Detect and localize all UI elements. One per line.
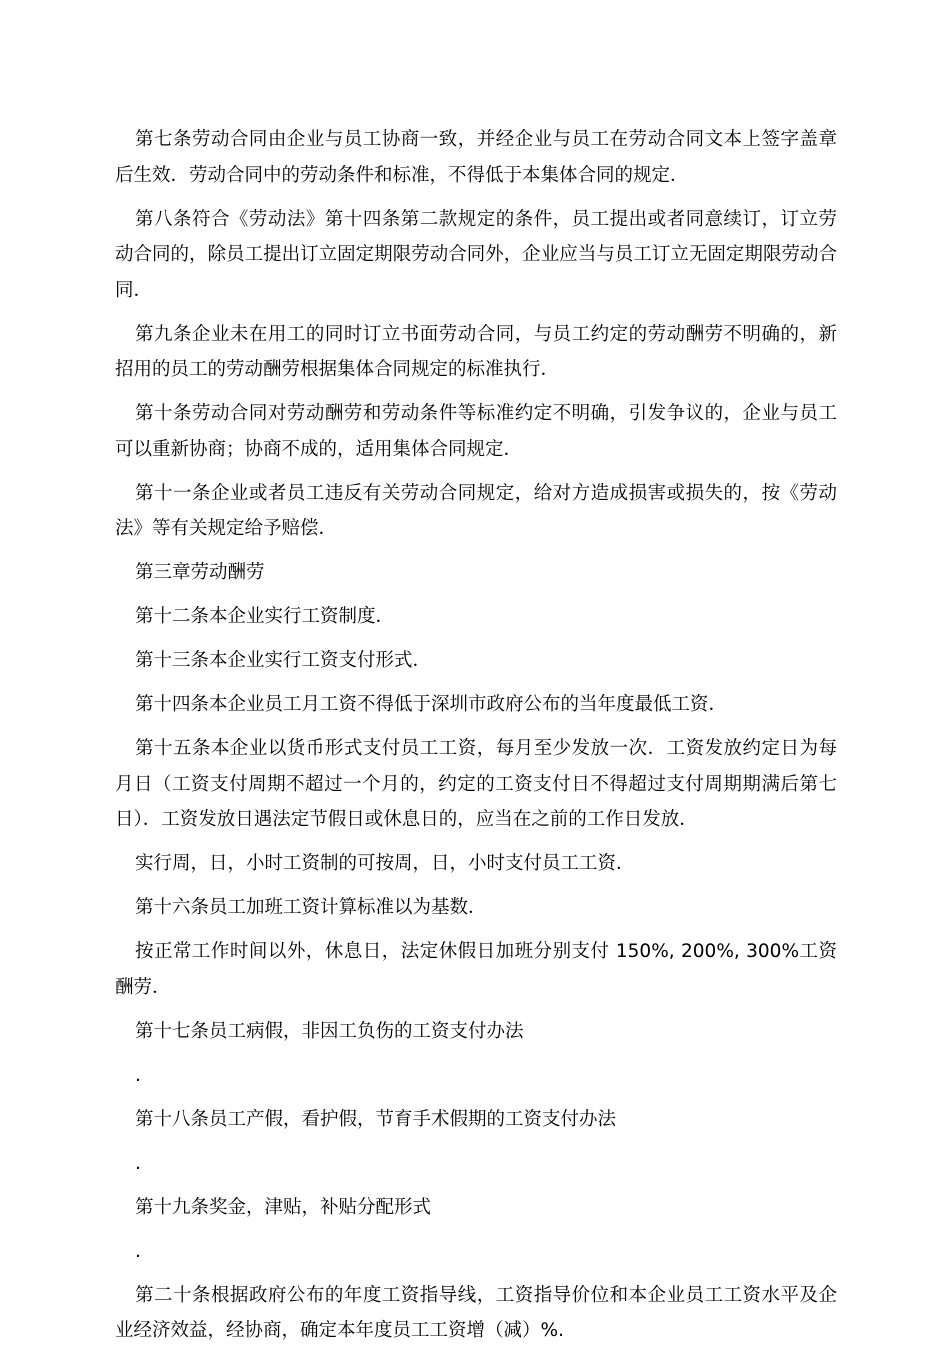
hourly-wage-note: 实行周，日，小时工资制的可按周，日，小时支付员工工资． bbox=[135, 853, 635, 874]
article-13: 第十三条本企业实行工资支付形式． bbox=[135, 650, 432, 671]
article-10: 第十条劳动合同对劳动酬劳和劳动条件等标准约定不明确，引发争议的，企业与员工可以重新协商；协商不成的，适用集体合同规定． bbox=[115, 403, 837, 460]
article-7: 第七条劳动合同由企业与员工协商一致，并经企业与员工在劳动合同文本上签字盖章后生效．劳动合同中的劳动条件和标准，不得低于本集体合同的规定． bbox=[115, 129, 837, 186]
article-14: 第十四条本企业员工月工资不得低于深圳市政府公布的当年度最低工资． bbox=[135, 694, 728, 715]
article-15: 第十五条本企业以货币形式支付员工工资，每月至少发放一次．工资发放约定日为每月日（工资支付周期不超过一个月的，约定的工资支付日不得超过支付周期期满后第七日）．工资发放日遇法定节假日或休息日的，应当在之前的工作日发放． bbox=[115, 738, 837, 830]
chapter-3-heading: 第三章劳动酬劳 bbox=[135, 562, 265, 583]
article-11: 第十一条企业或者员工违反有关劳动合同规定，给对方造成损害或损失的，按《劳动法》等有关规定给予赔偿． bbox=[115, 482, 837, 539]
article-12: 第十二条本企业实行工资制度． bbox=[135, 606, 395, 627]
article-19-blank: . bbox=[135, 1240, 141, 1262]
article-9: 第九条企业未在用工的同时订立书面劳动合同，与员工约定的劳动酬劳不明确的，新招用的员工的劳动酬劳根据集体合同规定的标准执行． bbox=[115, 323, 837, 380]
document-body bbox=[115, 122, 837, 1357]
article-17: 第十七条员工病假，非因工负伤的工资支付办法 bbox=[135, 1020, 524, 1042]
article-20: 第二十条根据政府公布的年度工资指导线，工资指导价位和本企业员工工资水平及企业经济效益，经协商，确定本年度员工工资增（减）%. bbox=[115, 1284, 837, 1341]
article-19: 第十九条奖金，津贴，补贴分配形式 bbox=[135, 1196, 432, 1218]
article-16: 第十六条员工加班工资计算标准以为基数． bbox=[135, 897, 487, 918]
article-8: 第八条符合《劳动法》第十四条第二款规定的条件，员工提出或者同意续订，订立劳动合同的，除员工提出订立固定期限劳动合同外，企业应当与员工订立无固定期限劳动合同． bbox=[115, 208, 837, 301]
overtime-rates: 按正常工作时间以外，休息日，法定休假日加班分别支付 150%, 200%, 300%工资酬劳． bbox=[115, 941, 837, 998]
article-18-blank: . bbox=[135, 1152, 141, 1174]
article-17-blank: . bbox=[135, 1064, 141, 1086]
article-18: 第十八条员工产假，看护假，节育手术假期的工资支付办法 bbox=[135, 1108, 617, 1130]
